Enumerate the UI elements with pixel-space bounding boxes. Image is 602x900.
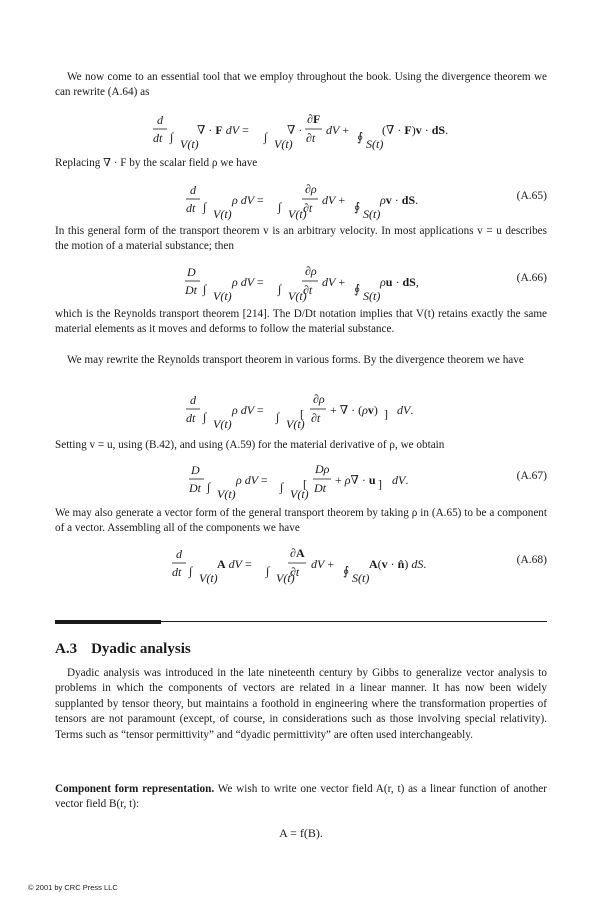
equation-a65-render [0, 178, 602, 222]
svg-text:Dt: Dt [314, 481, 326, 495]
svg-text:∂t: ∂t [303, 201, 313, 215]
paragraph-3-text: In this general form of the transport theorem v is an arbitrary velocity. In most applications v = u describes the motion of a material substance; then [55, 225, 547, 253]
svg-text:∫: ∫ [207, 480, 211, 494]
svg-text:∮: ∮ [343, 564, 350, 578]
svg-text:dt: dt [186, 201, 196, 215]
svg-text:[: [ [303, 477, 307, 491]
svg-text:S(t): S(t) [352, 571, 370, 585]
svg-text:Dt: Dt [189, 481, 201, 495]
svg-text:V(t): V(t) [199, 571, 218, 585]
equation-number-a67: (A.67) [516, 470, 547, 482]
equation-linear-function [0, 826, 602, 841]
paragraph-4-text: which is the Reynolds transport theorem [214]. The D/Dt notation implies that V(t) retains exactly the same material elements as it moves and deforms to follow the material substance. [55, 308, 547, 336]
equation-a67-render [0, 458, 602, 502]
svg-text:ρ dV =: ρ dV = [232, 403, 264, 417]
equation-divergence-form [0, 388, 602, 432]
equation-divergence-form-render [0, 388, 602, 432]
svg-text:∂A: ∂A [290, 546, 305, 560]
svg-text:V(t): V(t) [213, 289, 232, 303]
svg-text:∂t: ∂t [290, 565, 300, 579]
svg-text:ρ dV =: ρ dV = [232, 193, 264, 207]
equation-divergence-render [0, 108, 602, 152]
svg-text:V(t): V(t) [217, 487, 236, 501]
section-heading [55, 641, 205, 658]
svg-text:∂F: ∂F [307, 112, 321, 126]
svg-text:∂ρ: ∂ρ [305, 264, 317, 278]
paragraph-1-text: We now come to an essential tool that we employ throughout the book. Using the divergence theorem we can rewrite (A.64) as [55, 71, 547, 99]
svg-text:D: D [191, 463, 200, 477]
paragraph-1 [55, 70, 547, 101]
svg-text:∂ρ: ∂ρ [313, 392, 325, 406]
svg-text:∫: ∫ [170, 130, 174, 144]
equation-divergence [0, 108, 602, 152]
svg-text:∫: ∫ [264, 130, 268, 144]
paragraph-6 [55, 438, 547, 453]
svg-text:∫: ∫ [189, 564, 193, 578]
svg-text:∫: ∫ [266, 564, 270, 578]
svg-text:Dt: Dt [185, 283, 197, 297]
copyright-footer [28, 883, 118, 892]
svg-text:∂ρ: ∂ρ [305, 182, 317, 196]
svg-text:V(t): V(t) [213, 417, 232, 431]
component-form-paragraph [55, 782, 547, 813]
svg-text:+ ρ∇ · u: + ρ∇ · u [335, 473, 376, 487]
equation-a66-render [0, 260, 602, 304]
svg-text:V(t): V(t) [213, 207, 232, 221]
svg-text:∫: ∫ [203, 410, 207, 424]
paragraph-5 [55, 353, 547, 368]
svg-text:d: d [157, 113, 163, 127]
paragraph-2-text: Replacing ∇ · F by the scalar field ρ we have [55, 157, 258, 169]
svg-text:∫: ∫ [276, 410, 280, 424]
section-number: A.3 [55, 641, 78, 657]
section-intro [55, 666, 547, 743]
svg-text:S(t): S(t) [363, 207, 381, 221]
equation-a66 [0, 260, 602, 304]
svg-text:∫: ∫ [203, 200, 207, 214]
section-title: Dyadic analysis [91, 641, 191, 657]
svg-text:ρu · dS,: ρu · dS, [380, 275, 419, 289]
paragraph-4 [55, 307, 547, 338]
equation-a68 [0, 542, 602, 586]
svg-text:A dV =: A dV = [217, 557, 252, 571]
svg-text:d: d [190, 183, 196, 197]
equation-number-a65: (A.65) [516, 190, 547, 202]
svg-text:V(t): V(t) [180, 137, 199, 151]
svg-text:dt: dt [186, 411, 196, 425]
svg-text:S(t): S(t) [363, 289, 381, 303]
svg-text:ρ dV =: ρ dV = [232, 275, 264, 289]
svg-text:]: ] [378, 477, 382, 491]
svg-text:V(t): V(t) [276, 571, 295, 585]
svg-text:∫: ∫ [280, 480, 284, 494]
component-form-heading: Component form representation. [55, 783, 215, 795]
svg-text:V(t): V(t) [288, 207, 307, 221]
svg-text:dV +: dV + [322, 275, 346, 289]
equation-a68-render [0, 542, 602, 586]
svg-text:dt: dt [153, 131, 163, 145]
svg-text:V(t): V(t) [274, 137, 293, 151]
svg-text:V(t): V(t) [290, 487, 309, 501]
svg-text:[: [ [300, 407, 304, 421]
svg-text:∂t: ∂t [311, 411, 321, 425]
svg-text:dV.: dV. [392, 473, 409, 487]
svg-text:dt: dt [172, 565, 182, 579]
svg-text:dV +: dV + [311, 557, 335, 571]
equation-linear-function-text: A = f(B). [279, 826, 323, 840]
svg-text:∂t: ∂t [303, 283, 313, 297]
section-rule-accent [55, 620, 161, 624]
svg-text:A(v · n̂) dS.: A(v · n̂) dS. [369, 557, 427, 571]
paragraph-5-text: We may rewrite the Reynolds transport theorem in various forms. By the divergence theorem we have [67, 354, 524, 366]
svg-text:ρ dV =: ρ dV = [236, 473, 268, 487]
component-form-text: We wish to write one vector field A(r, t) as a linear function of another vector field B(r, t): [55, 783, 547, 811]
svg-text:+ ∇ · (ρv): + ∇ · (ρv) [330, 403, 378, 417]
svg-text:V(t): V(t) [286, 417, 305, 431]
svg-text:dV +: dV + [322, 193, 346, 207]
svg-text:∮: ∮ [354, 282, 361, 296]
svg-text:S(t): S(t) [366, 137, 384, 151]
svg-text:d: d [190, 393, 196, 407]
equation-number-a68: (A.68) [516, 554, 547, 566]
svg-text:∫: ∫ [278, 282, 282, 296]
svg-text:V(t): V(t) [288, 289, 307, 303]
equation-number-a66: (A.66) [516, 272, 547, 284]
paragraph-7-text: We may also generate a vector form of the general transport theorem by taking ρ in (A.65) to be a component of a vector. Assembling all of the components we have [55, 507, 547, 535]
paragraph-7 [55, 506, 547, 537]
svg-text:∮: ∮ [354, 200, 361, 214]
copyright-text: © 2001 by CRC Press LLC [28, 883, 118, 892]
section-intro-text: Dyadic analysis was introduced in the late nineteenth century by Gibbs to generalize vector analysis to problems in which the components of vectors are related in a linear manner. It has now been widely supplanted by tensor theory, but maintains a foothold in engineering where the transformation properties of tensors are not paramount (except, of course, in considerations such as those involving special relativity). Terms such as “tensor permittivity” and “dyadic permittivity” are often used interchangeably. [55, 667, 547, 741]
svg-text:∫: ∫ [278, 200, 282, 214]
svg-text:]: ] [384, 407, 388, 421]
paragraph-6-text: Setting v = u, using (B.42), and using (A.59) for the material derivative of ρ, we obtain [55, 439, 445, 451]
svg-text:∇ · F dV =: ∇ · F dV = [197, 123, 249, 137]
svg-text:∫: ∫ [203, 282, 207, 296]
svg-text:dV +: dV + [326, 123, 350, 137]
equation-a67 [0, 458, 602, 502]
svg-text:dV.: dV. [397, 403, 414, 417]
paragraph-3 [55, 224, 547, 255]
svg-text:D: D [187, 265, 196, 279]
svg-text:d: d [176, 547, 182, 561]
svg-text:∇ ·: ∇ · [287, 123, 303, 137]
svg-text:ρv · dS.: ρv · dS. [380, 193, 419, 207]
svg-text:∮: ∮ [357, 130, 364, 144]
svg-text:(∇ · F)v · dS.: (∇ · F)v · dS. [382, 123, 449, 137]
svg-text:∂t: ∂t [306, 131, 316, 145]
svg-text:Dρ: Dρ [315, 462, 330, 476]
paragraph-2 [55, 156, 547, 171]
equation-a65 [0, 178, 602, 222]
